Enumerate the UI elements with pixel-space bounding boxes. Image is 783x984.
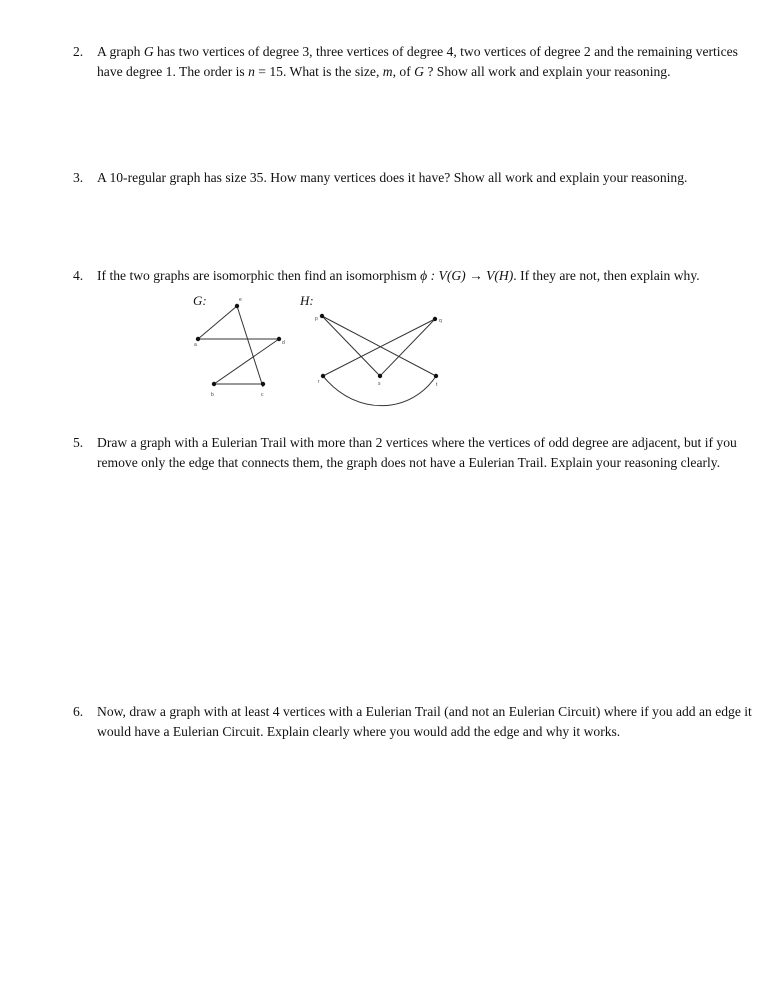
vertex-label: d [282,340,285,346]
graph-vertex [320,314,324,318]
text-run: . What is the size, [282,63,383,79]
text-run: A graph [97,44,144,59]
problem-number: 3. [73,170,84,185]
graph-edge [380,319,435,376]
graph-h [312,308,452,410]
text-run: has two vertices of degree 3, three vertices of degree 4, two vertices of degree 2 and the remaining vertices have degree 1. The order is [97,44,738,79]
vertex-label: t [436,382,438,388]
vertex-label: b [211,392,214,398]
graph-g [185,298,295,400]
vertex-label: s [378,381,381,387]
problem-2 [73,42,763,81]
problem-4 [73,266,763,286]
problem-text: Now, draw a graph with at least 4 vertices with a Eulerian Trail (and not an Eulerian Circuit) where if you add an edge it would have a Eulerian Circuit. Explain clearly where you would add the edge and why it works. [97,704,752,739]
math-var: m [382,63,393,79]
text-run: If the two graphs are isomorphic then find an isomorphism [97,268,421,283]
graph-g-label: G: [193,293,207,308]
graph-vertex [433,317,437,321]
problem-number: 6. [73,704,84,719]
vertex-label: e [239,297,242,303]
math-var: G [414,63,424,79]
graph-edge [237,306,263,387]
graph-edge [322,316,436,376]
vertex-label: r [318,379,320,385]
text-run: ? Show all work and explain your reasoning. [423,63,671,79]
problem-5 [73,433,763,472]
graph-vertex [235,304,239,308]
problem-number: 5. [73,435,84,450]
problem-3 [73,168,763,188]
graph-vertex [261,382,265,386]
graph-vertex [378,374,382,378]
graph-edge [323,319,435,376]
graph-edge [322,316,380,376]
problem-text: A 10-regular graph has size 35. How many vertices does it have? Show all work and explain your reasoning. [97,170,688,185]
problem-text [97,266,763,286]
math-expr: = 15 [254,63,283,79]
graph-edge [214,339,279,384]
graph-vertex [321,374,325,378]
graph-vertex [277,337,281,341]
vertex-label: c [261,392,264,398]
graph-vertex [434,374,438,378]
problem-6 [73,702,763,741]
graph-vertex [212,382,216,386]
vertex-label: q [439,318,442,324]
text-run: , of [392,63,415,79]
graph-h-label: H: [300,293,314,308]
problem-text [97,42,763,81]
graph-vertex [196,337,200,341]
math-var: n [248,63,255,79]
problem-number: 2. [73,44,84,59]
problem-number: 4. [73,268,84,283]
math-expr: ϕ : V(G) → V(H) [420,268,514,283]
math-var: G [143,44,154,59]
text-run: . If they are not, then explain why. [513,268,700,283]
problem-text: Draw a graph with a Eulerian Trail with more than 2 vertices where the vertices of odd degree are adjacent, but if you remove only the edge that connects them, the graph does not have a Eulerian Trail. Explain your reasoning clearly. [97,435,737,470]
graph-edge [198,306,237,339]
vertex-label: p [315,316,318,322]
vertex-label: a [194,342,197,348]
